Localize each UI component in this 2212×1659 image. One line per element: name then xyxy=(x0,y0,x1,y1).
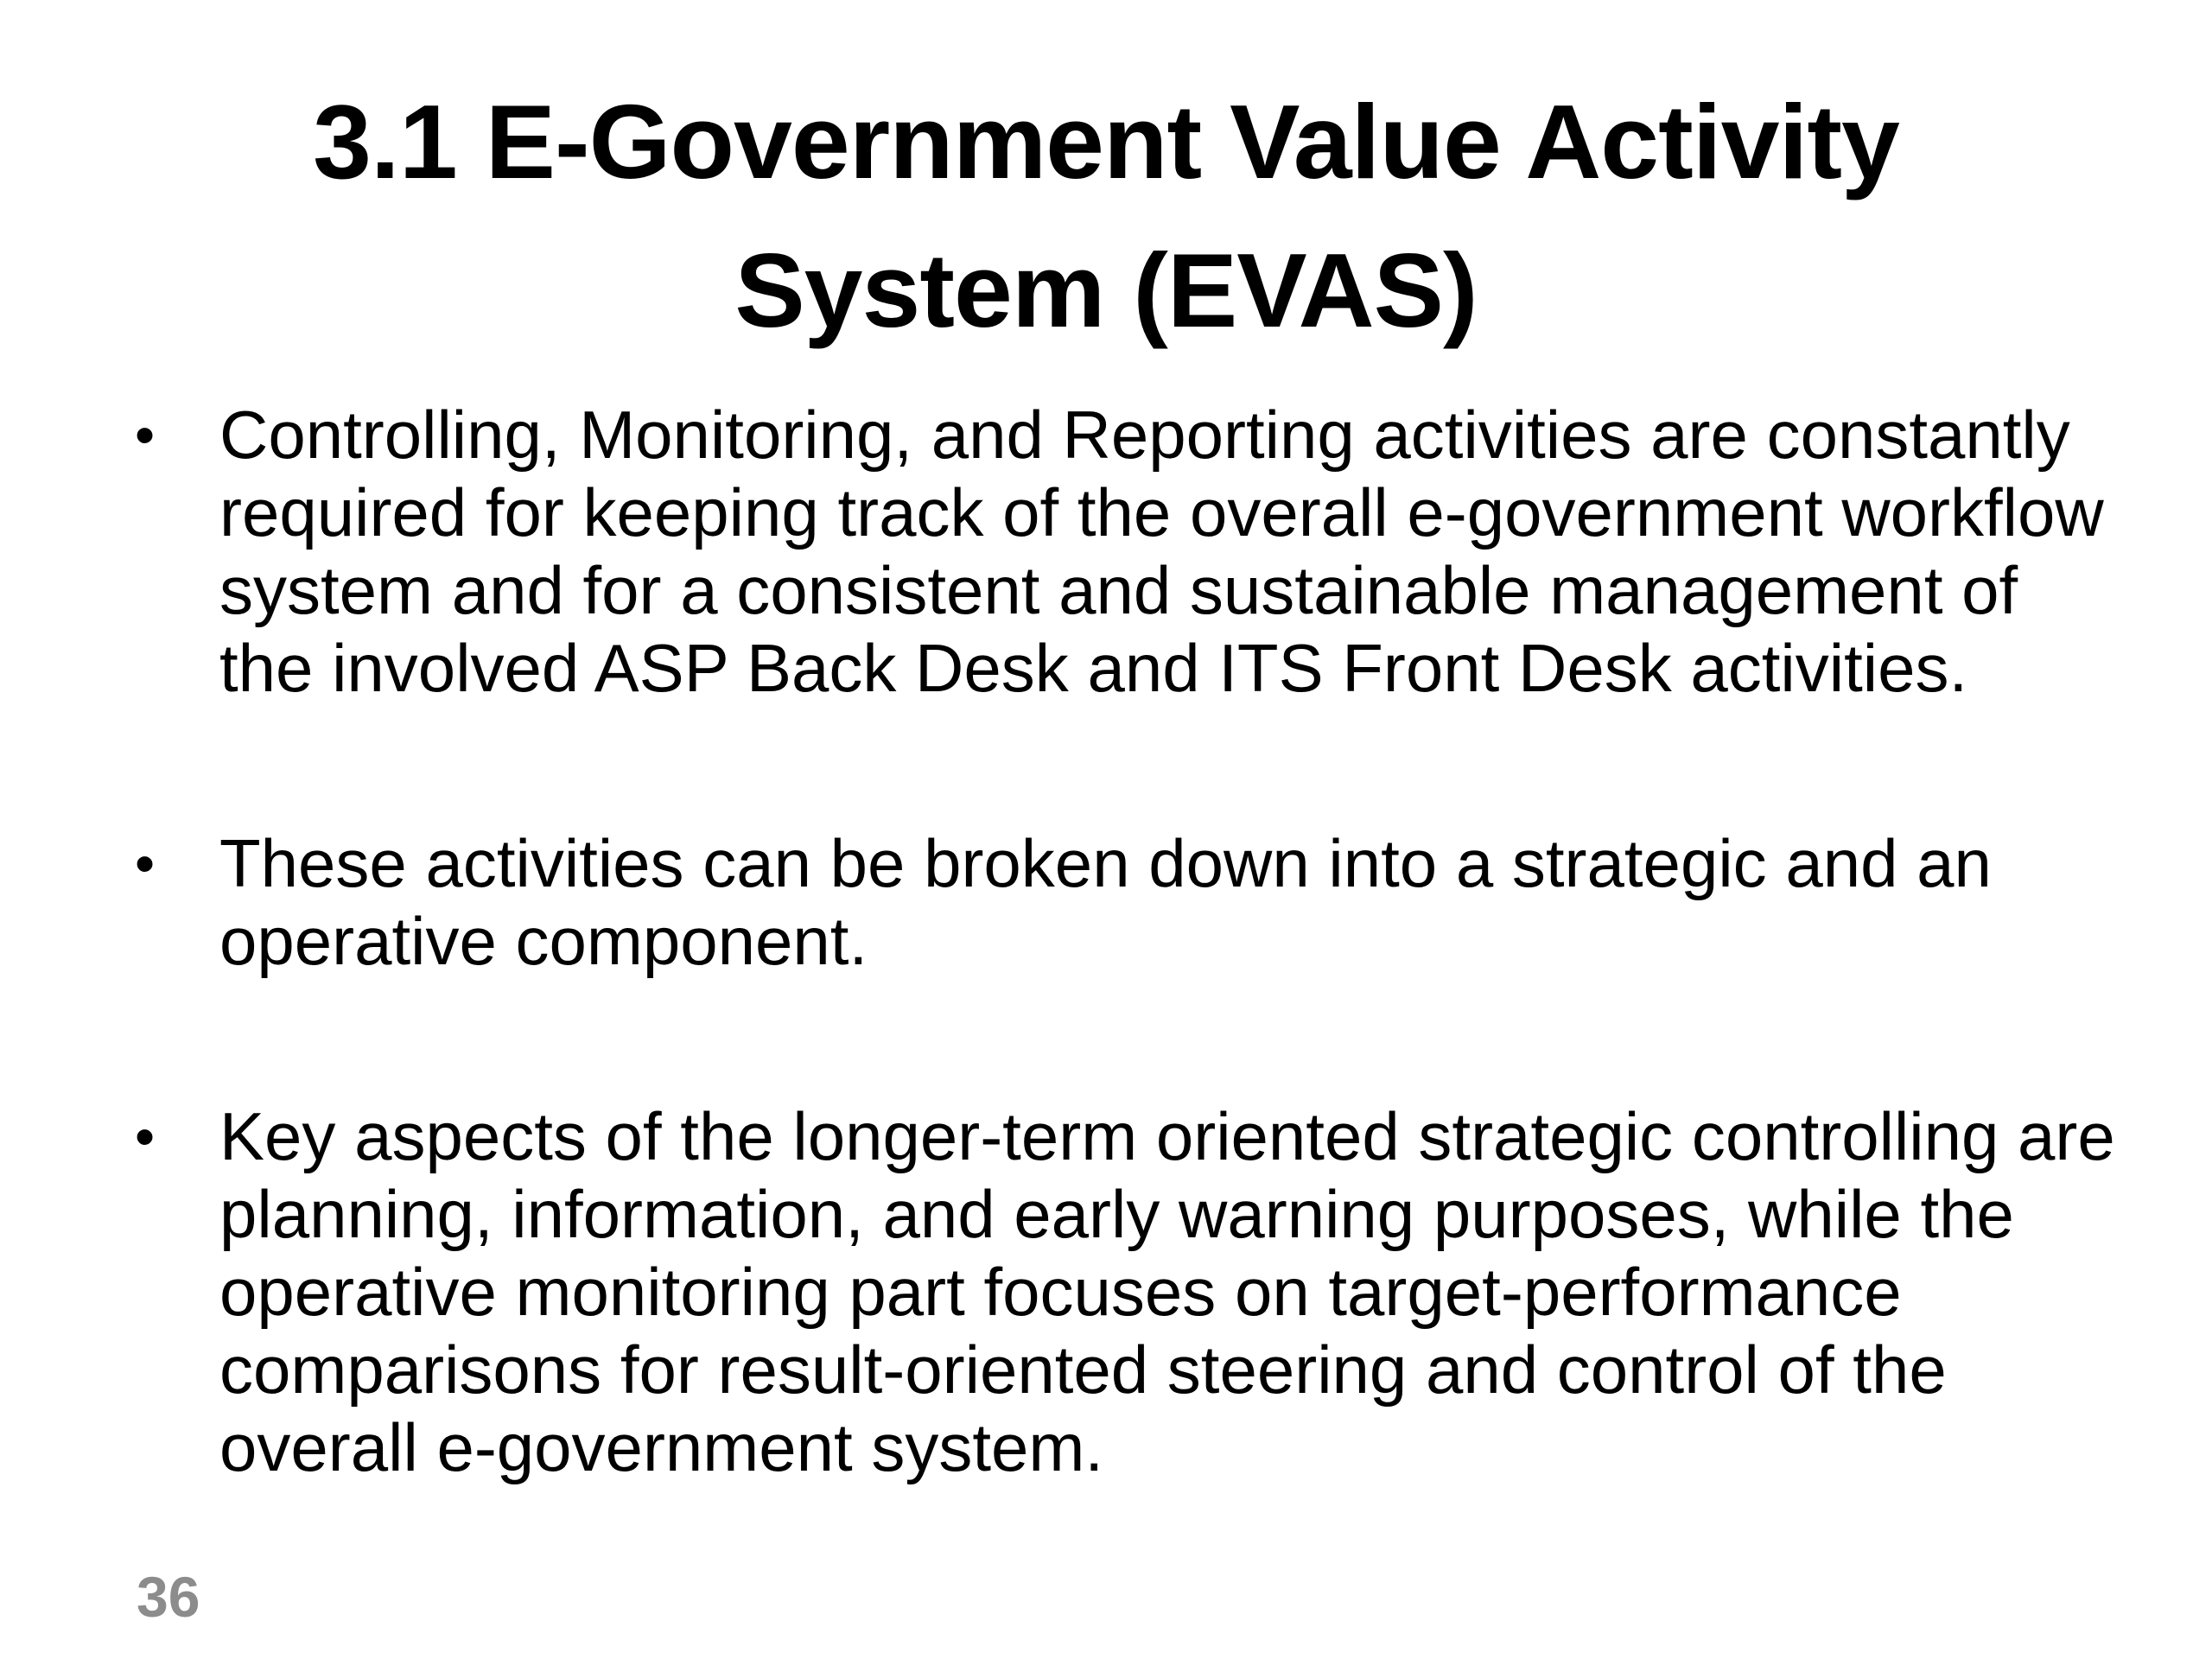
slide-title-line-1: 3.1 E-Government Value Activity xyxy=(313,83,1899,200)
page-number: 36 xyxy=(137,1565,200,1629)
bullet-text: These activities can be broken down into a strategic and an operative component. xyxy=(219,825,1992,979)
bullet-dot-icon: • xyxy=(135,1104,156,1168)
bullet-dot-icon: • xyxy=(135,403,156,467)
bullet-item xyxy=(130,1097,2117,1486)
bullet-item xyxy=(130,396,2117,707)
bullet-item xyxy=(130,824,2117,980)
bullet-text: Key aspects of the longer-term oriented strategic controlling are planning, information, and early warning purposes, while the operative monitoring part focuses on target-performance comparisons for result-oriented steering and control of the overall e-government system. xyxy=(219,1098,2115,1485)
bullet-dot-icon: • xyxy=(135,831,156,895)
slide-title xyxy=(173,67,2039,365)
slide-title-line-2: System (EVAS) xyxy=(734,232,1478,349)
bullet-list xyxy=(130,396,2117,1486)
bullet-text: Controlling, Monitoring, and Reporting activities are constantly required for keeping track of the overall e-government workflow system and for a consistent and sustainable management of the involved ASP Back Desk and ITS Front Desk activities. xyxy=(219,397,2104,706)
